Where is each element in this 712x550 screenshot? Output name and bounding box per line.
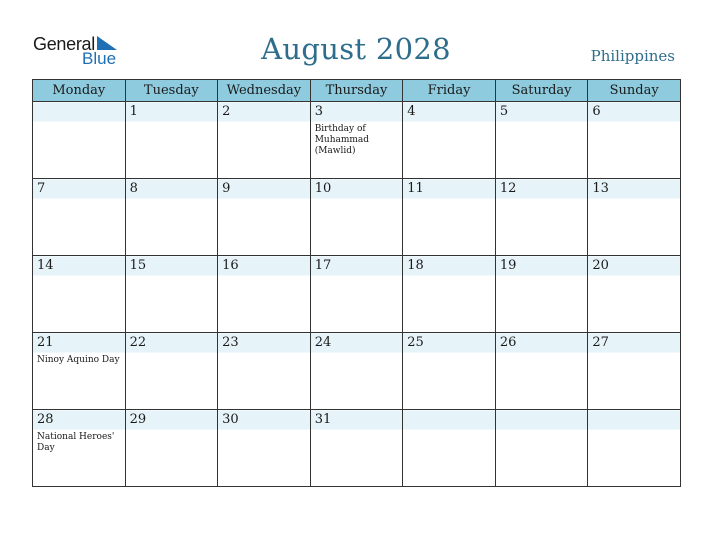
day-cell: [495, 410, 588, 487]
day-number: 14: [37, 258, 54, 273]
day-number: 27: [592, 335, 609, 350]
day-number: 7: [37, 181, 46, 196]
day-number: 20: [592, 258, 609, 273]
weekday-header: Monday: [33, 80, 126, 102]
day-cell: [495, 333, 588, 410]
day-number: 23: [222, 335, 239, 350]
weekday-header-row: [33, 80, 681, 102]
day-cell: [403, 179, 496, 256]
day-number: 31: [314, 412, 332, 427]
weekday-header: Thursday: [310, 80, 403, 102]
day-number: 3: [314, 104, 323, 119]
weekday-header: Sunday: [588, 80, 681, 102]
day-cell: [495, 179, 588, 256]
day-cell: [495, 102, 588, 179]
day-number: 19: [499, 258, 517, 273]
day-cell: [125, 333, 218, 410]
day-cell: [218, 256, 311, 333]
day-cell: [588, 410, 681, 487]
day-number: 30: [222, 412, 239, 427]
week-row: [33, 333, 681, 410]
week-row: [33, 256, 681, 333]
day-cell: [403, 410, 496, 487]
day-cell: [588, 256, 681, 333]
day-cell: [218, 179, 311, 256]
day-cell: [33, 410, 126, 487]
day-cell: [218, 102, 311, 179]
holiday-label: Ninoy Aquino Day: [37, 355, 120, 365]
day-cell: [588, 102, 681, 179]
day-cell: [310, 102, 403, 179]
day-number: 13: [592, 181, 609, 196]
day-number: [403, 410, 495, 412]
day-number: [588, 410, 680, 412]
day-number: 22: [129, 335, 147, 350]
week-row: [33, 102, 681, 179]
day-cell: [403, 102, 496, 179]
day-cell: [33, 102, 126, 179]
day-number: 2: [222, 104, 231, 119]
logo-text-blue: Blue: [82, 49, 117, 68]
day-number: 8: [129, 181, 138, 196]
day-cell: [588, 333, 681, 410]
day-number: [496, 410, 588, 412]
day-number: 12: [499, 181, 517, 196]
day-cell: [310, 179, 403, 256]
week-row: [33, 410, 681, 487]
day-cell: [588, 179, 681, 256]
day-cell: [125, 256, 218, 333]
day-cell: [33, 256, 126, 333]
holiday-label: National Heroes' Day: [37, 432, 115, 453]
calendar-grid: [32, 79, 681, 487]
day-number: 18: [407, 258, 424, 273]
day-cell: [310, 333, 403, 410]
day-number: 26: [499, 335, 517, 350]
logo-text-general: General: [33, 34, 95, 54]
weekday-header: Friday: [403, 80, 496, 102]
day-number: 9: [222, 181, 231, 196]
day-number: 1: [129, 104, 138, 119]
day-cell: [125, 410, 218, 487]
day-number: 17: [314, 258, 332, 273]
holiday-label: Birthday of Muhammad (Mawlid): [314, 124, 370, 156]
day-number: 29: [129, 412, 147, 427]
week-row: [33, 179, 681, 256]
day-cell: [310, 410, 403, 487]
day-number: 15: [129, 258, 147, 273]
day-cell: [218, 333, 311, 410]
day-number: [33, 102, 125, 104]
day-number: 16: [222, 258, 239, 273]
day-cell: [495, 256, 588, 333]
day-number: 4: [407, 104, 416, 119]
day-cell: [403, 333, 496, 410]
day-number: 6: [592, 104, 601, 119]
day-number: 21: [37, 335, 54, 350]
country-label: Philippines: [590, 47, 675, 65]
day-cell: [403, 256, 496, 333]
day-number: 24: [314, 335, 332, 350]
day-number: 25: [407, 335, 424, 350]
day-number: 11: [407, 181, 424, 196]
day-cell: [33, 333, 126, 410]
weekday-header: Tuesday: [125, 80, 218, 102]
day-cell: [33, 179, 126, 256]
day-number: 5: [499, 104, 509, 119]
day-number: 10: [314, 181, 332, 196]
weekday-header: Saturday: [495, 80, 588, 102]
day-number: 28: [37, 412, 54, 427]
weekday-header: Wednesday: [218, 80, 311, 102]
page-title: August 2028: [261, 32, 451, 66]
day-cell: [218, 410, 311, 487]
day-cell: [125, 102, 218, 179]
day-cell: [125, 179, 218, 256]
day-cell: [310, 256, 403, 333]
